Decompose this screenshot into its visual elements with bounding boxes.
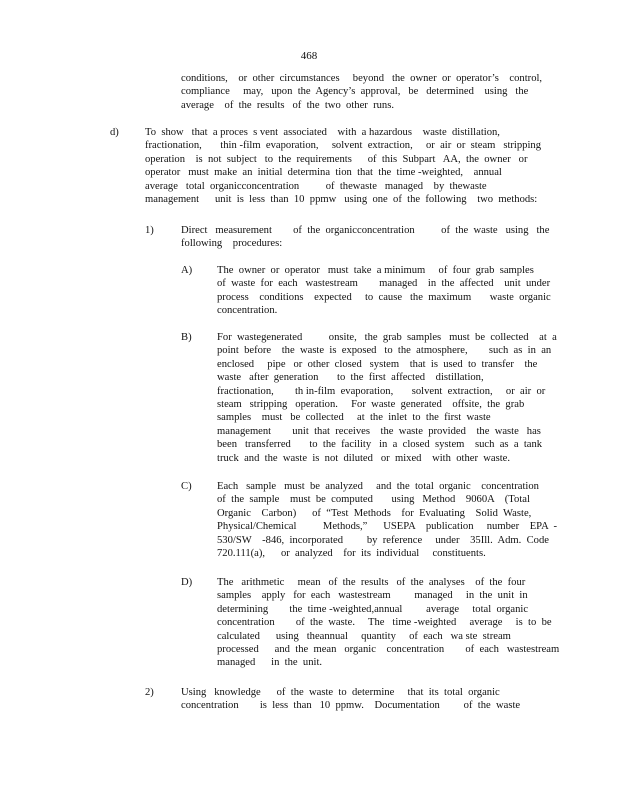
text-line: management unit is less than 10 ppmw using one of the following two methods: [145,194,538,206]
text-line: determining the time -weighted,annual average total organic [217,603,529,615]
text-line: The owner or operator must take a minimum of four grab samples [217,265,534,276]
text-line: of waste for each wastestream managed in the affected unit under [217,278,551,290]
continuation-paragraph [181,72,543,112]
section-d-paragraph [145,126,541,206]
text-line: enclosed pipe or other closed system that is used to transfer the [217,358,538,370]
item-2-marker: 2) [145,687,154,698]
text-line: average of the results of the two other runs. [181,99,394,111]
section-d-marker: d) [110,127,119,138]
text-line: fractionation, th in-film evaporation, solvent extraction, or air or [217,385,546,397]
text-line: Physical/Chemical Methods,” USEPA publication number EPA - [217,521,557,533]
text-line: To show that a proces s vent associated with a hazardous waste distillation, [145,127,500,138]
text-line: concentration. [217,305,278,317]
item-c-marker: C) [181,481,192,492]
text-line: The arithmetic mean of the results of the analyses of the four [217,577,526,588]
text-line: fractionation, thin -film evaporation, solvent extraction, or air or steam stripping [145,140,541,152]
text-line: For wastegenerated onsite, the grab samples must be collected at a [217,332,557,343]
text-line: waste after generation to the first affected distillation, [217,372,484,384]
text-line: concentration is less than 10 ppmw. Documentation of the waste [181,700,521,712]
text-line: management unit that receives the waste provided the waste has [217,425,541,437]
text-line: Direct measurement of the organicconcentration of the waste using the [181,225,550,236]
text-line: operation is not subject to the requirements of this Subpart AA, the owner or [145,153,528,165]
text-line: operator must make an initial determina tion that the time -weighted, annual [145,167,502,179]
text-line: process conditions expected to cause the maximum waste organic [217,291,551,303]
text-line: processed and the mean organic concentration of each wastestream [217,644,560,656]
text-line: conditions, or other circumstances beyond the owner or operator’s control, [181,73,543,84]
item-2-paragraph [181,686,521,713]
text-line: truck and the waste is not diluted or mixed with other waste. [217,452,511,464]
text-line: managed in the unit. [217,657,323,669]
text-line: Each sample must be analyzed and the total organic concentration [217,481,539,492]
text-line: average total organicconcentration of thewaste managed by thewaste [145,180,487,192]
text-line: been transferred to the facility in a closed system such as a tank [217,439,543,451]
text-line: samples apply for each wastestream managed in the unit in [217,590,528,602]
text-line: of the sample must be computed using Method 9060A (Total [217,494,530,506]
item-b-paragraph [217,331,557,465]
text-line: compliance may, upon the Agency’s approval, be determined using the [181,86,529,98]
item-1-marker: 1) [145,225,154,236]
text-line: following procedures: [181,238,283,250]
text-line: steam stripping operation. For waste generated offsite, the grab [217,399,525,411]
item-b-marker: B) [181,332,192,343]
text-line: Using knowledge of the waste to determine that its total organic [181,687,500,698]
text-line: point before the waste is exposed to the atmosphere, such as in an [217,345,552,357]
page-number: 468 [300,50,318,62]
text-line: 530/SW -846, incorporated by reference under 35Ill. Adm. Code [217,534,549,546]
item-d-paragraph [217,576,560,670]
item-a-marker: A) [181,265,193,276]
text-line: concentration of the waste. The time -weighted average is to be [217,617,552,629]
text-line: samples must be collected at the inlet to the first waste [217,412,491,424]
text-line: 720.111(a), or analyzed for its individual constituents. [217,548,486,560]
item-a-paragraph [217,264,551,318]
item-c-paragraph [217,480,557,560]
text-line: Organic Carbon) of “Test Methods for Evaluating Solid Waste, [217,507,532,519]
text-line: calculated using theannual quantity of each wa ste stream [217,630,511,642]
item-d-marker: D) [181,577,193,588]
item-1-paragraph [181,224,550,251]
